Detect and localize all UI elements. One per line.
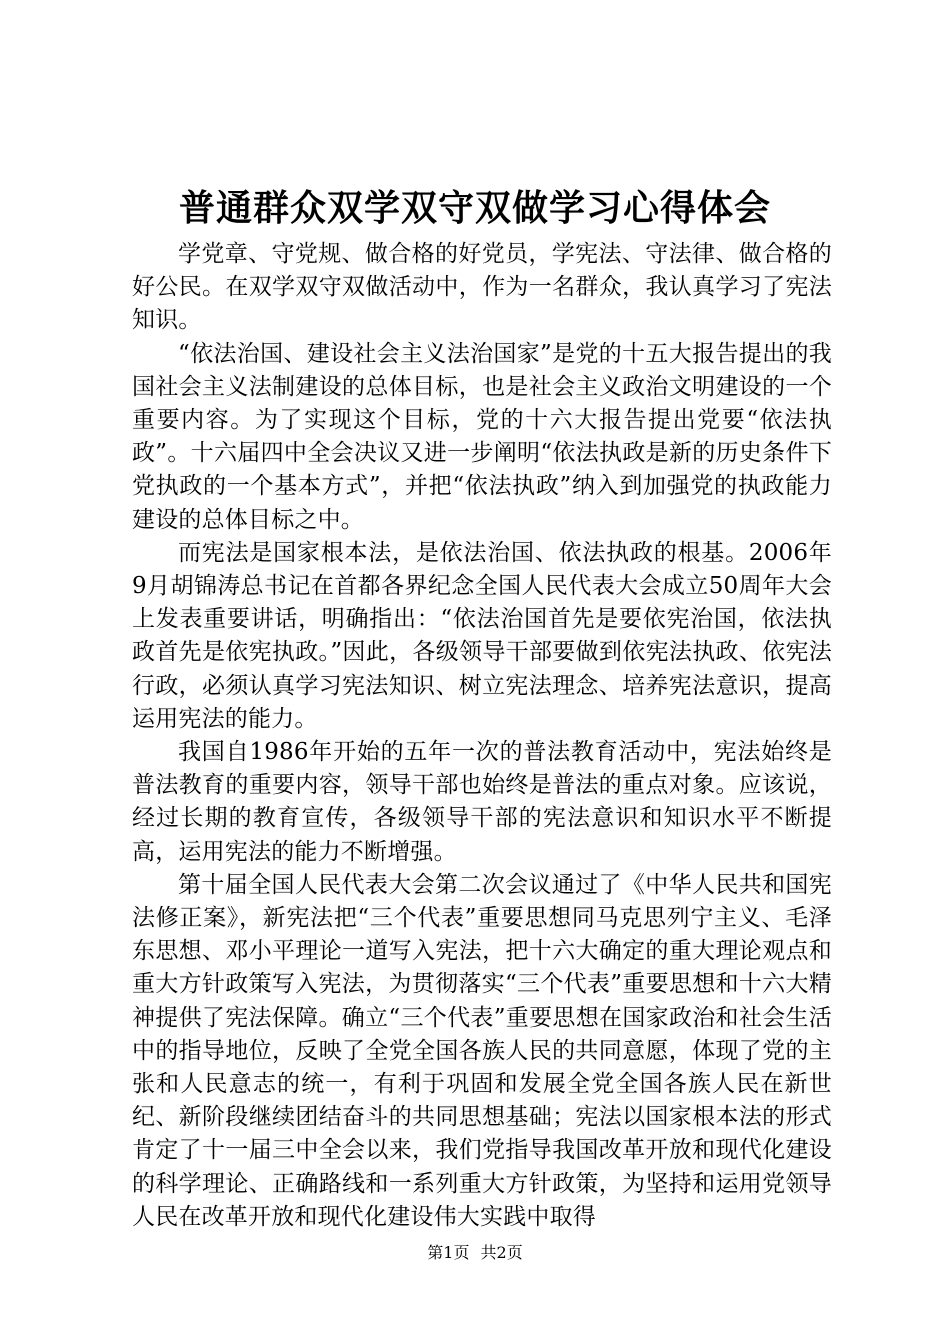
page-footer bbox=[0, 1242, 950, 1264]
paragraph: 而宪法是国家根本法，是依法治国、依法执政的根基。2006年9月胡锦涛总书记在首都各界纪念全国人民代表大会成立50周年大会上发表重要讲话，明确指出：“依法治国首先是要依宪治国，依法执政首先是依宪执政。”因此，各级领导干部要做到依宪法执政、依宪法行政，必须认真学习宪法知识、树立宪法理念、培养宪法意识，提高运用宪法的能力。 bbox=[132, 539, 832, 732]
document-title: 普通群众双学双守双做学习心得体会 bbox=[178, 187, 771, 229]
page-number: 第1页 bbox=[427, 1243, 470, 1262]
paragraph: 我国自1986年开始的五年一次的普法教育活动中，宪法始终是普法教育的重要内容，领导干部也始终是普法的重点对象。应该说，经过长期的教育宣传，各级领导干部的宪法意识和知识水平不断提高，运用宪法的能力不断增强。 bbox=[132, 739, 832, 865]
paragraph: 第十届全国人民代表大会第二次会议通过了《中华人民共和国宪法修正案》，新宪法把“三个代表”重要思想同马克思列宁主义、毛泽东思想、邓小平理论一道写入宪法，把十六大确定的重大理论观点和重大方针政策写入宪法，为贯彻落实“三个代表”重要思想和十六大精神提供了宪法保障。确立“三个代表”重要思想在国家政治和社会生活中的指导地位，反映了全党全国各族人民的共同意愿，体现了党的主张和人民意志的统一，有利于巩固和发展全党全国各族人民在新世纪、新阶段继续团结奋斗的共同思想基础；宪法以国家根本法的形式肯定了十一届三中全会以来，我们党指导我国改革开放和现代化建设的科学理论、正确路线和一系列重大方针政策，为坚持和运用党领导人民在改革开放和现代化建设伟大实践中取得 bbox=[132, 871, 832, 1230]
page-total: 共2页 bbox=[480, 1243, 523, 1262]
document-body bbox=[132, 238, 832, 1234]
paragraph: 学党章、守党规、做合格的好党员，学宪法、守法律、做合格的好公民。在双学双守双做活动中，作为一名群众，我认真学习了宪法知识。 bbox=[132, 241, 832, 334]
paragraph: “依法治国、建设社会主义法治国家”是党的十五大报告提出的我国社会主义法制建设的总体目标，也是社会主义政治文明建设的一个重要内容。为了实现这个目标，党的十六大报告提出党要“依法执政”。十六届四中全会决议又进一步阐明“依法执政是新的历史条件下党执政的一个基本方式”，并把“依法执政”纳入到加强党的执政能力建设的总体目标之中。 bbox=[132, 340, 832, 533]
